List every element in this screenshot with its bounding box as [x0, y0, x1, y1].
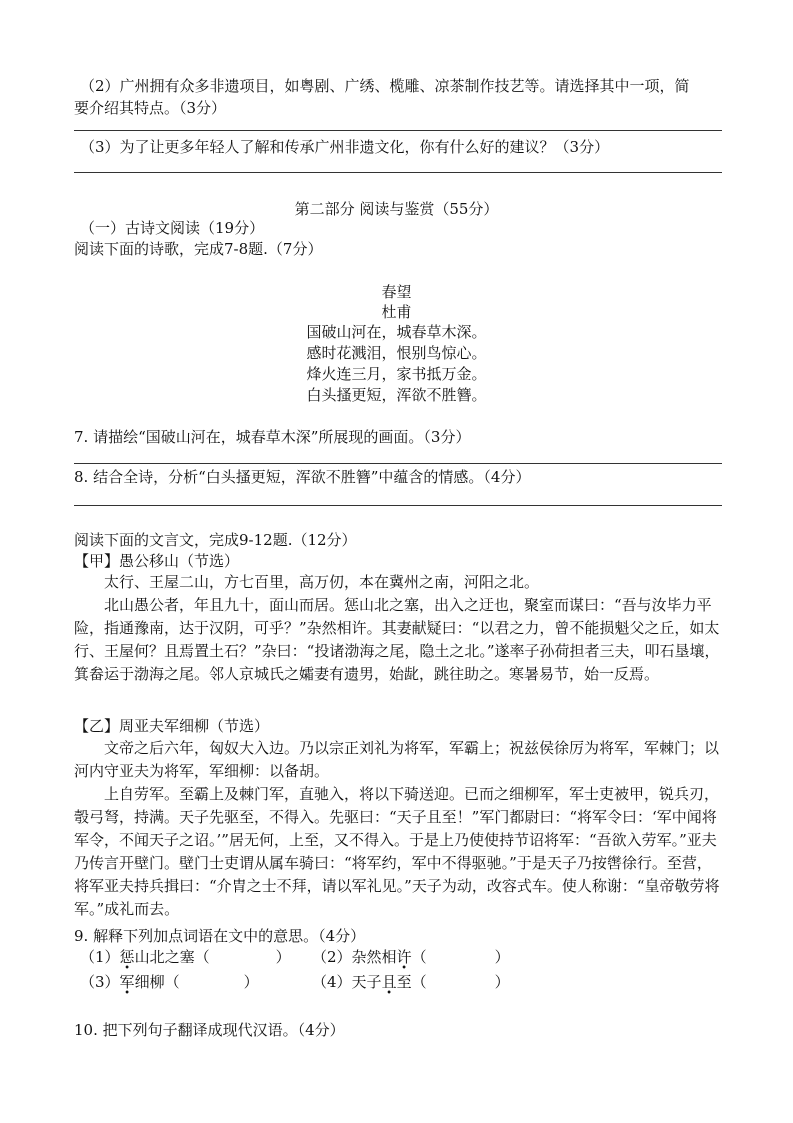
question-10: 10. 把下列句子翻译成现代汉语。（4分）	[74, 1021, 345, 1039]
poem-line: 烽火连三月，家书抵万金。	[306, 365, 487, 383]
item-number: （4）	[312, 973, 352, 991]
answer-line	[74, 505, 722, 506]
emphasis-dot: •	[124, 963, 130, 974]
dotted-word: 军 •	[119, 973, 135, 999]
section1-heading: （一）古诗文阅读（19分）	[80, 219, 265, 237]
emphasis-dot: •	[401, 963, 408, 974]
passage-yi-title: 【乙】周亚夫军细柳（节选）	[74, 717, 270, 735]
question-9: 9. 解释下列加点词语在文中的意思。（4分）	[74, 927, 366, 945]
item-number: （1）	[80, 948, 120, 966]
dotted-word: 且 •	[381, 973, 397, 999]
item-number: （2）	[312, 948, 352, 966]
q9-item-2: （2）杂然相许 • （ ）	[312, 948, 510, 974]
emphasis-dot: •	[386, 988, 393, 999]
answer-line	[74, 130, 722, 131]
passage-jia-paragraph: 太行、王屋二山，方七百里，高万仞，本在冀州之南，河阳之北。	[104, 573, 540, 591]
poem-intro: 阅读下面的诗歌，完成7-8题.（7分）	[74, 240, 323, 258]
question-8: 8. 结合全诗，分析“白头搔更短，浑欲不胜簪”中蕴含的情感。（4分）	[74, 468, 531, 486]
item-number: （3）	[80, 973, 120, 991]
emphasis-dot: •	[124, 988, 130, 999]
answer-line	[74, 172, 722, 173]
q9-item-1: （1）惩 • 山北之塞（ ）	[80, 948, 291, 974]
question-7: 7. 请描绘“国破山河在，城春草木深”所展现的画面。（3分）	[74, 428, 471, 446]
q6-item2-line2: 要介绍其特点。（3分）	[74, 99, 227, 117]
part2-title: 第二部分 阅读与鉴赏（55分）	[294, 200, 499, 218]
passage-jia-title: 【甲】愚公移山（节选）	[74, 552, 240, 570]
classical-intro: 阅读下面的文言文，完成9-12题.（12分）	[74, 531, 357, 549]
poem-line: 感时花溅泪，恨别鸟惊心。	[306, 344, 487, 362]
poem-line: 国破山河在，城春草木深。	[306, 323, 487, 341]
q6-item2-line1: （2）广州拥有众多非遗项目，如粤剧、广绣、榄雕、凉茶制作技艺等。请选择其中一项，简	[80, 77, 690, 95]
dotted-word: 许 •	[396, 948, 412, 974]
passage-yi-paragraph: 文帝之后六年，匈奴大入边。乃以宗正刘礼为将军，军霸上；祝兹侯徐厉为将军，军棘门；以河内守亚夫为将军，军细柳：以备胡。	[74, 739, 720, 780]
answer-line	[74, 463, 722, 464]
passage-yi-paragraph: 上自劳军。至霸上及棘门军，直驰入，将以下骑送迎。已而之细柳军，军士吏被甲，锐兵刃，彀弓弩，持满。天子先驱至，不得入。先驱曰：“天子且至！”军门都尉曰：“将军令曰：‘军中闻将军令，不闻天子之诏。’”居无何，上至，又不得入。于是上乃使使持节诏将军：“吾欲入劳军。”亚夫乃传言开壁门。壁门士吏谓从属车骑曰：“将军约，军中不得驱驰。”于是天子乃按辔徐行。至营，将军亚夫持兵揖曰：“介胄之士不拜，请以军礼见。”天子为动，改容式车。使人称谢：“皇帝敬劳将军。”成礼而去。	[74, 785, 720, 918]
q9-item-4: （4）天子且 • 至（ ）	[312, 973, 510, 999]
passage-jia-paragraph: 北山愚公者，年且九十，面山而居。惩山北之塞，出入之迂也，聚室而谋曰：“吾与汝毕力平险，指通豫南，达于汉阴，可乎？”杂然相许。其妻献疑曰：“以君之力，曾不能损魁父之丘，如太行、王屋何？且焉置土石？”杂曰：“投诸渤海之尾，隐土之北。”遂率子孙荷担者三夫，叩石垦壤，箕畚运于渤海之尾。邻人京城氏之孀妻有遗男，始龀，跳往助之。寒暑易节，始一反焉。	[74, 596, 720, 683]
poem-author: 杜甫	[381, 303, 412, 321]
dotted-word: 惩 •	[119, 948, 135, 974]
q9-item-3: （3）军 • 细柳（ ）	[80, 973, 259, 999]
poem-line: 白头搔更短，浑欲不胜簪。	[306, 386, 487, 404]
q6-item3: （3）为了让更多年轻人了解和传承广州非遗文化，你有什么好的建议？（3分）	[80, 138, 610, 156]
poem-title: 春望	[381, 283, 412, 301]
